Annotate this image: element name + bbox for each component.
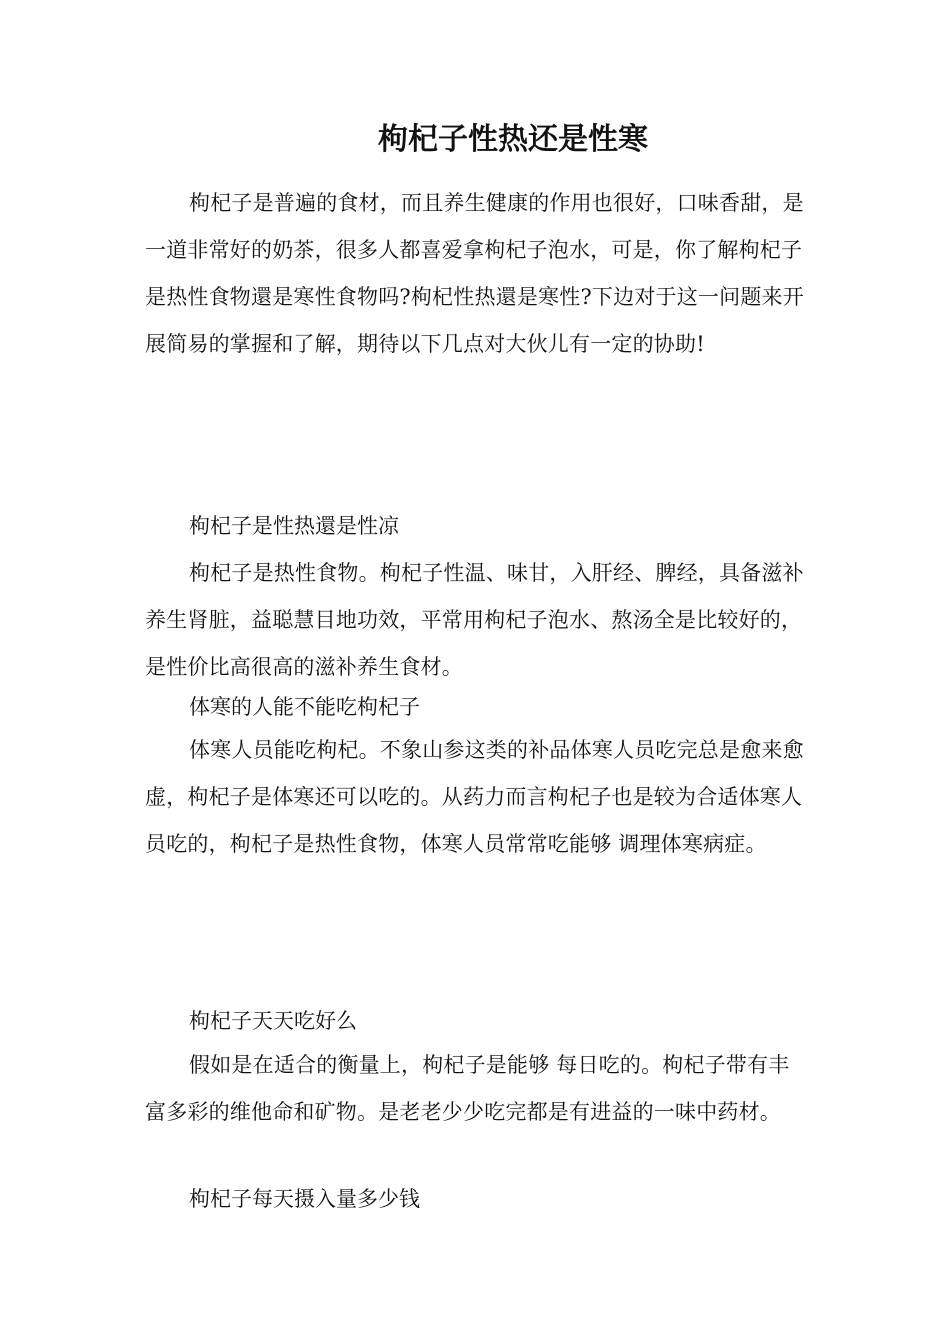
intro-paragraph: 枸杞子是普遍的食材，而且养生健康的作用也很好，口味香甜，是一道非常好的奶茶，很多人都喜爱拿枸杞子泡水，可是，你了解枸杞子是热性食物還是寒性食物吗?枸杞性热還是寒性?下边对于这一问题来开展简易的掌握和了解，期待以下几点对大伙儿有一定的协助! (145, 191, 804, 356)
section-body-daily: 假如是在适合的衡量上，枸杞子是能够 每日吃的。枸杞子带有丰富多彩的维他命和矿物。是老老少少吃完都是有进益的一味中药材。 (145, 1053, 790, 1124)
section-heading-daily-amount: 枸杞子每天摄入量多少钱 (189, 1187, 420, 1211)
section-body-cold-body: 体寒人员能吃枸杞。不象山参这类的补品体寒人员吃完总是愈来愈虚，枸杞子是体寒还可以吃的。从药力而言枸杞子也是较为合适体寒人员吃的，枸杞子是热性食物，体寒人员常常吃能够 调理体寒病症。 (145, 738, 804, 856)
document-title: 枸杞子性热还是性寒 (378, 122, 648, 157)
section-heading-daily: 枸杞子天天吃好么 (189, 1009, 357, 1033)
section-body-hot-or-cool: 枸杞子是热性食物。枸杞子性温、味甘，入肝经、脾经，具备滋补养生肾脏，益聪慧目地功效，平常用枸杞子泡水、熬汤全是比较好的，是性价比高很高的滋补养生食材。 (145, 561, 804, 679)
section-heading-cold-body: 体寒的人能不能吃枸杞子 (189, 695, 420, 719)
section-heading-hot-or-cool: 枸杞子是性热還是性凉 (189, 514, 399, 538)
